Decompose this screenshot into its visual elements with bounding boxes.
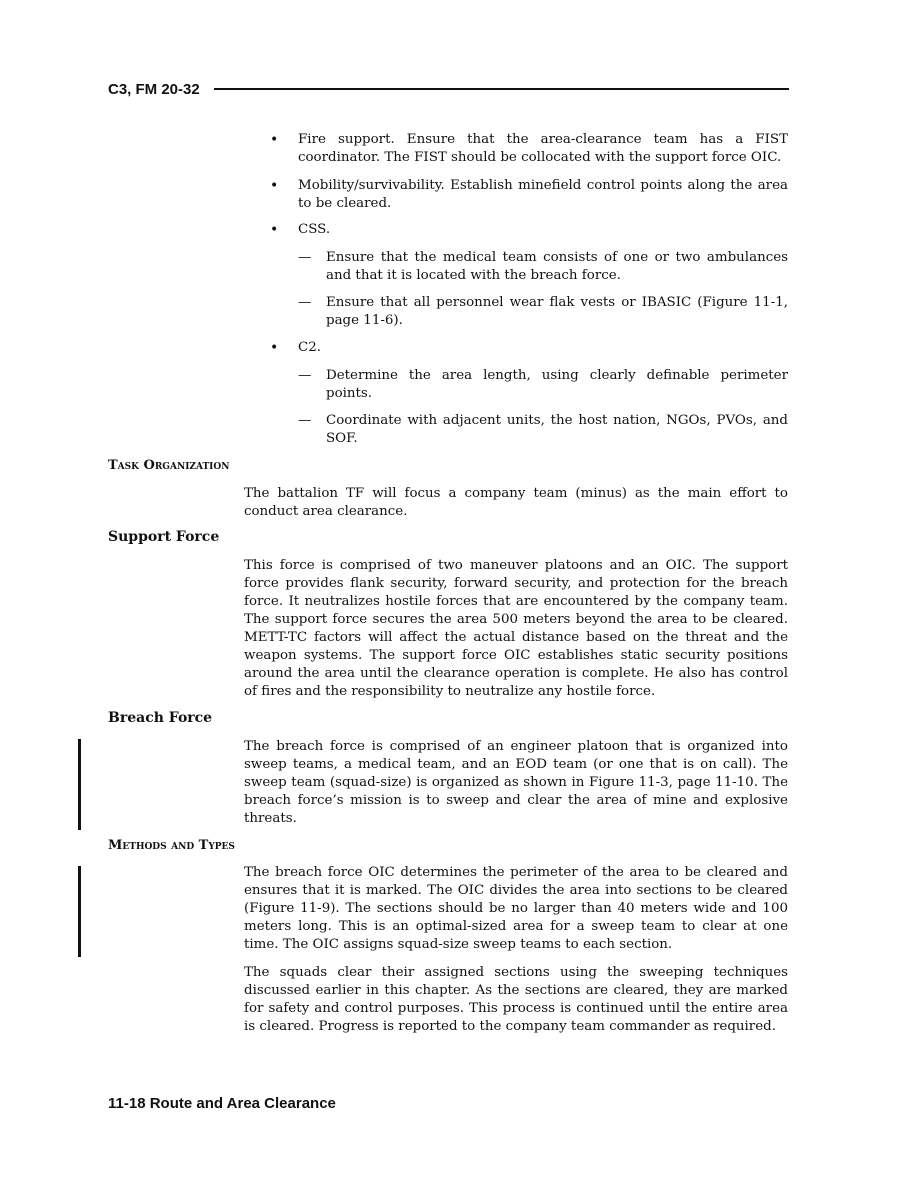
page-footer: 11-18 Route and Area Clearance bbox=[108, 1095, 336, 1112]
paragraph-task-organization: The battalion TF will focus a company team (minus) as the main effort to conduct area clearance. bbox=[244, 486, 788, 519]
bullet-c2 bbox=[270, 339, 788, 357]
paragraph-support-force: This force is comprised of two maneuver platoons and an OIC. The support force provides flank security, forward security, and protection for the breach force. It neutralizes hostile forces that are encountered by the company team. The support force secures the area 500 meters beyond the area to be cleared. METT-TC factors will affect the actual distance based on the threat and the weapon systems. The support force OIC establishes static security positions around the area until the clearance operation is complete. He also has control of fires and the responsibility to neutralize any hostile force. bbox=[244, 558, 788, 699]
bullet-text: C2. bbox=[298, 340, 322, 355]
dash-flak-vests bbox=[298, 294, 788, 330]
bullet-css bbox=[270, 221, 788, 239]
paragraph-breach-force: The breach force is comprised of an engineer platoon that is organized into sweep teams, a medical team, and an EOD team (or one that is on call). The sweep team (squad-size) is organized as shown in Figure 11-3, page 11-10. The breach force’s mission is to sweep and clear the area of mine and explosive threats. bbox=[244, 739, 788, 826]
section-heading-support-force: Support Force bbox=[108, 529, 220, 545]
bullet-text: Mobility/survivability. Establish minefield control points along the area to be cleared. bbox=[298, 178, 788, 211]
dash-area-length bbox=[298, 367, 788, 403]
dash-medical-team bbox=[298, 249, 788, 285]
dash-mark: — bbox=[298, 413, 312, 428]
dash-text: Coordinate with adjacent units, the host nation, NGOs, PVOs, and SOF. bbox=[326, 413, 788, 446]
bullet-mark: • bbox=[270, 222, 279, 238]
bullet-mark: • bbox=[270, 340, 279, 356]
dash-mark: — bbox=[298, 368, 312, 383]
change-bar bbox=[78, 739, 81, 830]
paragraph-methods-2: The squads clear their assigned sections using the sweeping techniques discussed earlier in this chapter. As the sections are cleared, they are marked for safety and control purposes. This process is continued until the entire area is cleared. Progress is reported to the company team commander as required. bbox=[244, 965, 788, 1034]
bullet-mobility bbox=[270, 177, 788, 213]
page-header bbox=[108, 79, 789, 99]
section-heading-methods-and-types: Methods and Types bbox=[108, 838, 235, 853]
change-bar bbox=[78, 866, 81, 957]
bullet-mark: • bbox=[270, 132, 279, 148]
dash-mark: — bbox=[298, 295, 312, 310]
section-heading-task-organization: Task Organization bbox=[108, 458, 230, 473]
bullet-text: CSS. bbox=[298, 222, 331, 237]
dash-text: Ensure that all personnel wear flak vests or IBASIC (Figure 11-1, page 11-6). bbox=[326, 295, 788, 328]
dash-text: Determine the area length, using clearly definable perimeter points. bbox=[326, 368, 788, 401]
dash-mark: — bbox=[298, 250, 312, 265]
bullet-mark: • bbox=[270, 178, 279, 194]
dash-text: Ensure that the medical team consists of one or two ambulances and that it is located with the breach force. bbox=[326, 250, 788, 283]
header-title: C3, FM 20-32 bbox=[108, 80, 200, 98]
section-heading-breach-force: Breach Force bbox=[108, 710, 213, 726]
bullet-fire-support bbox=[270, 131, 788, 167]
paragraph-methods-1: The breach force OIC determines the perimeter of the area to be cleared and ensures that it is marked. The OIC divides the area into sections to be cleared (Figure 11-9). The sections should be no larger than 40 meters wide and 100 meters long. This is an optimal-sized area for a sweep team to clear at one time. The OIC assigns squad-size sweep teams to each section. bbox=[244, 865, 788, 952]
header-rule bbox=[214, 88, 789, 90]
bullet-text: Fire support. Ensure that the area-clearance team has a FIST coordinator. The FIST should be collocated with the support force OIC. bbox=[298, 132, 788, 165]
dash-coordinate bbox=[298, 412, 788, 448]
